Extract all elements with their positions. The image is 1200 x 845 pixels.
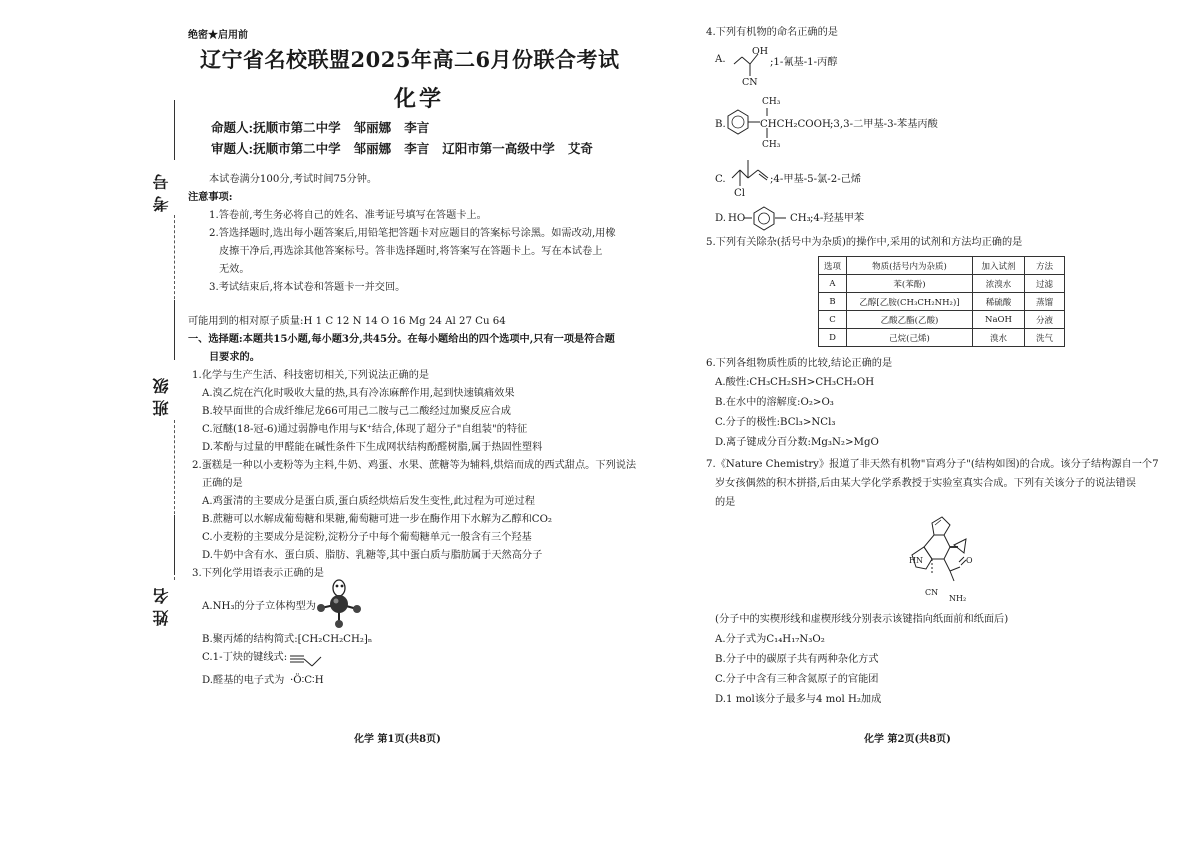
q7-stem-cont-2: 的是	[715, 497, 736, 508]
author-line: 命题人:抚顺市第二中学 邹丽娜 李言	[211, 120, 430, 135]
q2-option-c: C.小麦粉的主要成分是淀粉,淀粉分子中每个葡萄糖单元一般含有三个羟基	[202, 532, 532, 543]
q4-option-b-name: ;3,3-二甲基-3-苯基丙酸	[830, 119, 938, 130]
q7-stem-cont: 岁女孩偶然的积木拼搭,后由某大学化学系教授于实验室真实合成。下列有关该分子的说法错误	[715, 478, 1136, 489]
nh3-ball-stick-model	[312, 578, 368, 630]
table-cell: 洗气	[1025, 329, 1065, 347]
table-cell: 溴水	[973, 329, 1025, 347]
subject-title: 化学	[393, 86, 444, 112]
q1-option-b: B.较早面世的合成纤维尼龙66可用己二胺与己二酸经过加聚反应合成	[202, 406, 511, 417]
table-row	[819, 329, 1065, 347]
section-1-header: 一、选择题:本题共15小题,每小题3分,共45分。在每小题给出的四个选项中,只有一项是符合题	[188, 333, 615, 345]
q7-stem: 7.《Nature Chemistry》报道了非天然有机物"盲鸡分子"(结构如图)的合成。该分子结构源自一个7	[706, 459, 1159, 470]
q4-d-benzene-ring	[744, 206, 790, 232]
name-line	[174, 515, 175, 575]
table-header-cell: 选项	[819, 257, 847, 275]
struct-cn-label: CN	[925, 588, 939, 597]
notice-title: 注意事项:	[188, 191, 233, 203]
q3-option-d: D.醛基的电子式为	[202, 675, 285, 686]
table-cell: A	[819, 275, 847, 293]
q7-wedge-note: (分子中的实楔形线和虚楔形线分别表示该键指向纸面前和纸面后)	[715, 614, 1009, 625]
q4-b-ch3-top: CH₃	[762, 97, 781, 107]
table-cell: 稀硫酸	[973, 293, 1025, 311]
q1-option-c: C.冠醚(18-冠-6)通过弱静电作用与K⁺结合,体现了超分子"自组装"的特征	[202, 424, 528, 435]
q4-a-cn: CN	[742, 77, 758, 88]
q4-a-oh: OH	[752, 46, 769, 57]
table-row	[819, 293, 1065, 311]
q6-option-b: B.在水中的溶解度:O₂>O₃	[715, 397, 834, 408]
q1-stem: 1.化学与生产生活、科技密切相关,下列说法正确的是	[192, 370, 430, 381]
table-cell: NaOH	[973, 311, 1025, 329]
q4-d-ch3: CH₃	[790, 213, 811, 224]
butyne-skeletal-formula	[288, 651, 324, 669]
q7-option-d: D.1 mol该分子最多与4 mol H₂加成	[715, 694, 882, 705]
class-label: 班级	[152, 372, 171, 416]
page-2-footer: 化学 第2页(共8页)	[864, 734, 951, 745]
table-cell: B	[819, 293, 847, 311]
q1-option-d: D.苯酚与过量的甲醛能在碱性条件下生成网状结构酚醛树脂,属于热固性塑料	[202, 442, 543, 453]
q3-option-b: B.聚丙烯的结构简式:⁅CH₂CH₂CH₂⁆ₙ	[202, 634, 373, 645]
table-row	[819, 311, 1065, 329]
table-cell: 分液	[1025, 311, 1065, 329]
binding-strip	[0, 0, 185, 845]
notice-item: 皮擦干净后,再选涂其他答案标号。答非选择题时,将答案写在答题卡上。写在本试卷上	[219, 246, 603, 257]
notice-item: 1.答卷前,考生务必将自己的姓名、准考证号填写在答题卡上。	[209, 210, 487, 221]
q1-option-a: A.溴乙烷在汽化时吸收大量的热,具有冷冻麻醉作用,起到快速镇痛效果	[202, 388, 515, 399]
struct-nh2-label: NH₂	[949, 594, 967, 603]
notice-item: 2.答选择题时,选出每小题答案后,用铅笔把答题卡对应题目的答案标号涂黑。如需改动,用橡	[209, 228, 616, 239]
table-cell: 乙醇[乙胺(CH₃CH₂NH₂)]	[847, 293, 973, 311]
exam-no-line	[174, 100, 175, 160]
q2-option-d: D.牛奶中含有水、蛋白质、脂肪、乳糖等,其中蛋白质与脂肪属于天然高分子	[202, 550, 543, 561]
score-info: 本试卷满分100分,考试时间75分钟。	[209, 174, 378, 185]
table-cell: 苯(苯酚)	[847, 275, 973, 293]
q6-option-c: C.分子的极性:BCl₃>NCl₃	[715, 417, 836, 428]
q2-stem-cont: 正确的是	[202, 478, 243, 489]
table-header-row	[819, 257, 1065, 275]
q3-option-a: A.NH₃的分子立体构型为	[202, 601, 316, 612]
struct-o-label: O	[966, 556, 973, 565]
q2-stem: 2.蛋糕是一种以小麦粉等为主料,牛奶、鸡蛋、水果、蔗糖等为辅料,烘焙而成的西式甜点。下列说法	[192, 460, 637, 471]
class-line	[174, 300, 175, 360]
q4-d-ho: HO	[728, 213, 746, 224]
q5-stem: 5.下列有关除杂(括号中为杂质)的操作中,采用的试剂和方法均正确的是	[706, 237, 1023, 248]
table-header-cell: 方法	[1025, 257, 1065, 275]
table-row	[819, 275, 1065, 293]
name-label: 姓名	[152, 582, 171, 626]
q4-option-c-label: C.	[715, 174, 726, 185]
table-cell: D	[819, 329, 847, 347]
struct-hn-label: HN	[909, 556, 923, 565]
atomic-masses: 可能用到的相对原子质量:H 1 C 12 N 14 O 16 Mg 24 Al 27 Cu 64	[188, 316, 506, 327]
q4-option-b-label: B.	[715, 119, 726, 130]
table-cell: 过滤	[1025, 275, 1065, 293]
table-cell: 蒸馏	[1025, 293, 1065, 311]
q4-stem: 4.下列有机物的命名正确的是	[706, 27, 838, 38]
q4-b-ch3-bottom: CH₃	[762, 140, 781, 150]
table-header-cell: 物质(括号内为杂质)	[847, 257, 973, 275]
notice-item: 3.考试结束后,将本试卷和答题卡一并交回。	[209, 282, 406, 293]
page-1-footer: 化学 第1页(共8页)	[354, 734, 441, 745]
q6-stem: 6.下列各组物质性质的比较,结论正确的是	[706, 358, 893, 369]
reviewer-line: 审题人:抚顺市第二中学 邹丽娜 李言 辽阳市第一高级中学 艾奇	[211, 141, 593, 156]
exam-no-label: 考号	[152, 168, 171, 212]
q7-option-b: B.分子中的碳原子共有两种杂化方式	[715, 654, 879, 665]
q4-option-d-name: ;4-羟基甲苯	[810, 213, 865, 224]
exam-title: 辽宁省名校联盟2025年高二6月份联合考试	[200, 47, 620, 72]
secret-mark: 绝密★启用前	[188, 30, 248, 41]
q7-option-c: C.分子中含有三种含氮原子的官能团	[715, 674, 879, 685]
q3-option-c: C.1-丁炔的键线式:	[202, 652, 288, 663]
q4-option-c-name: ;4-甲基-5-氯-2-己烯	[770, 174, 862, 185]
notice-item: 无效。	[219, 264, 250, 275]
q4-b-formula: CHCH₂COOH	[760, 119, 831, 130]
table-cell: 己烷(己烯)	[847, 329, 973, 347]
aldehyde-electron-formula: ·Ö∶C∶H	[290, 675, 324, 686]
q3-stem: 3.下列化学用语表示正确的是	[192, 568, 324, 579]
table-cell: C	[819, 311, 847, 329]
q7-option-a: A.分子式为C₁₄H₁₇N₃O₂	[715, 634, 825, 645]
table-cell: 乙酸乙酯(乙酸)	[847, 311, 973, 329]
q2-option-b: B.蔗糖可以水解成葡萄糖和果糖,葡萄糖可进一步在酶作用下水解为乙醇和CO₂	[202, 514, 553, 525]
q4-option-a-label: A.	[715, 54, 726, 65]
q5-purification-table	[818, 256, 1065, 347]
q2-option-a: A.鸡蛋清的主要成分是蛋白质,蛋白质经烘焙后发生变性,此过程为可逆过程	[202, 496, 535, 507]
table-cell: 浓溴水	[973, 275, 1025, 293]
q4-option-d-label: D.	[715, 213, 727, 224]
table-header-cell: 加入试剂	[973, 257, 1025, 275]
q6-option-d: D.离子键成分百分数:Mg₃N₂>MgO	[715, 437, 879, 448]
section-1-header-cont: 目要求的。	[209, 351, 260, 363]
q4-c-cl: Cl	[734, 188, 746, 199]
q6-option-a: A.酸性:CH₃CH₂SH>CH₃CH₂OH	[715, 377, 875, 388]
q4-option-a-name: ;1-氰基-1-丙醇	[770, 57, 838, 68]
